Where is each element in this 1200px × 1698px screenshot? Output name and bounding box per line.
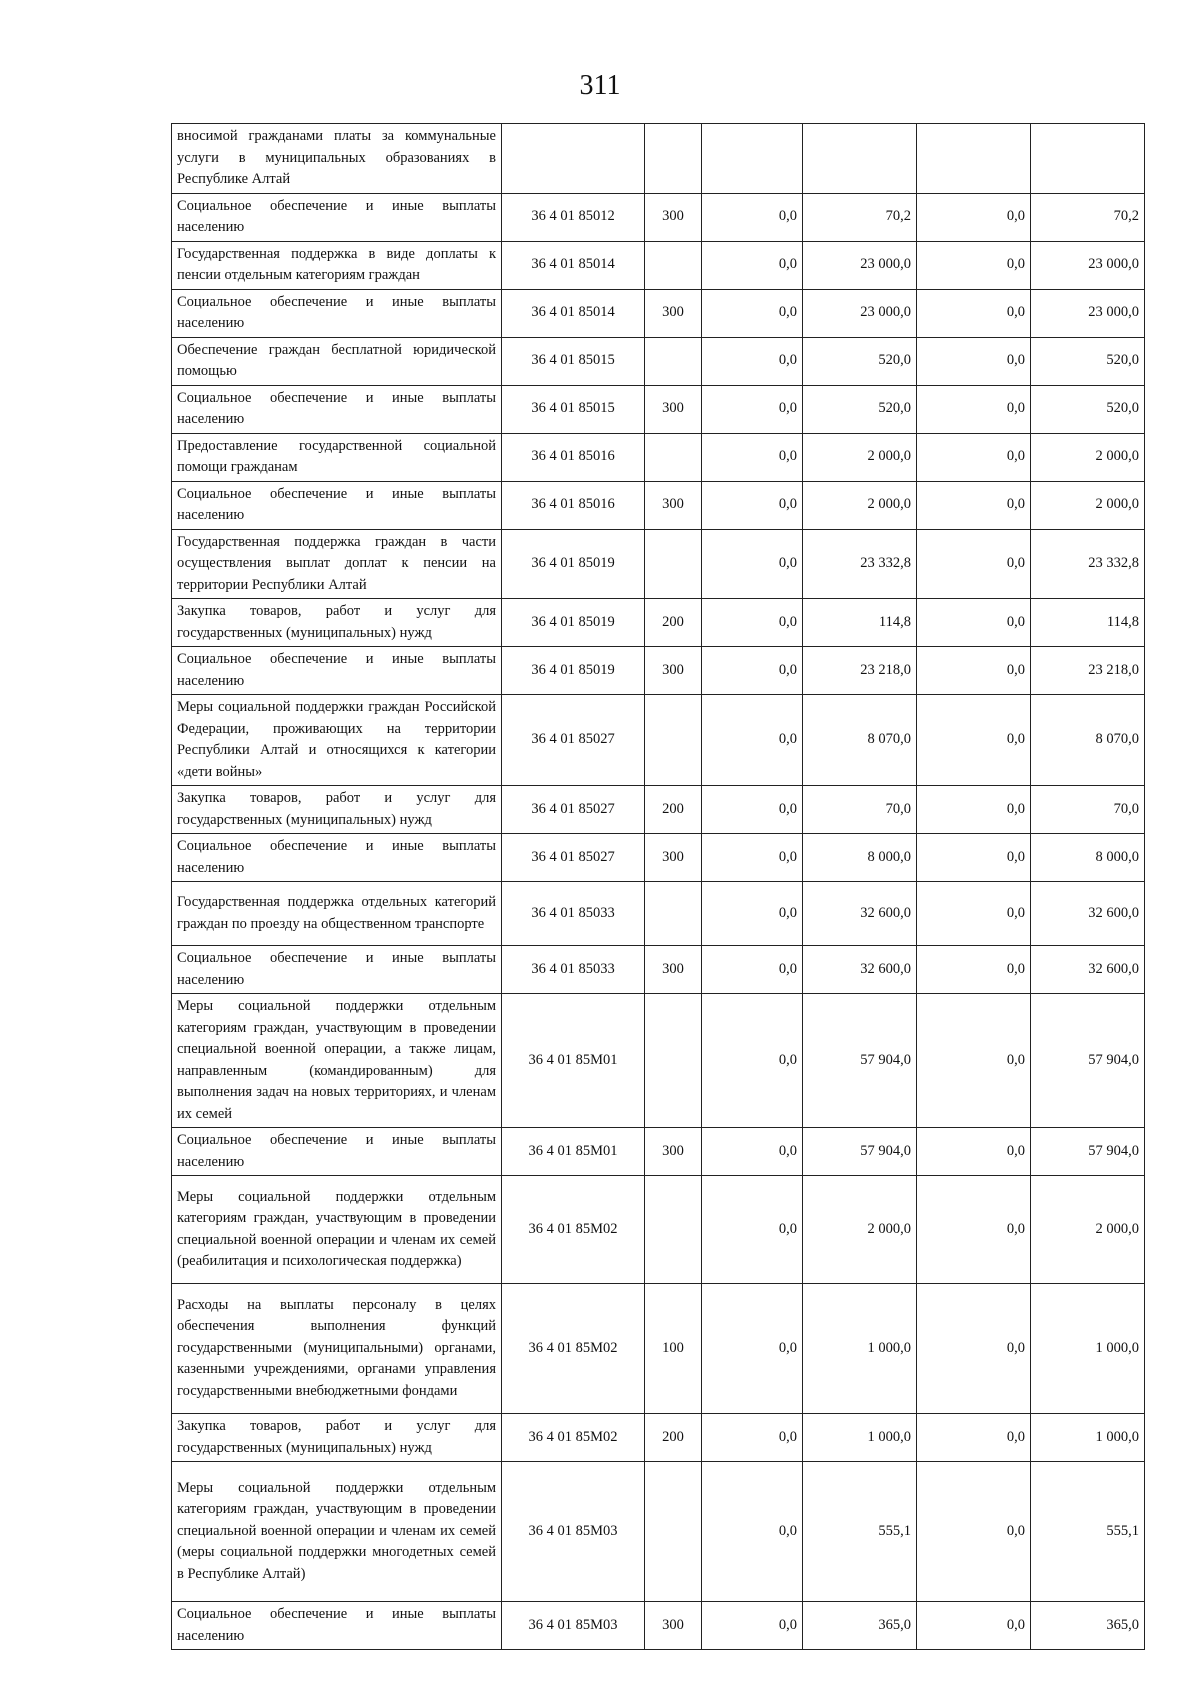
- row-value-1-cell: 0,0: [702, 1284, 803, 1414]
- row-code-cell: 36 4 01 85014: [502, 241, 645, 289]
- row-code-cell: 36 4 01 85015: [502, 337, 645, 385]
- row-value-4-cell: 32 600,0: [1031, 946, 1145, 994]
- row-value-2-cell: 32 600,0: [803, 882, 917, 946]
- table-row: [172, 337, 1145, 385]
- row-value-4-cell: 23 218,0: [1031, 647, 1145, 695]
- row-value-2-cell: 2 000,0: [803, 1176, 917, 1284]
- row-value-4-cell: 555,1: [1031, 1462, 1145, 1602]
- row-value-4-cell: 365,0: [1031, 1602, 1145, 1650]
- row-name-cell: Государственная поддержка отдельных категорий граждан по проезду на общественном транспорте: [172, 882, 502, 946]
- row-type-cell: 100: [645, 1284, 702, 1414]
- row-value-2-cell: 520,0: [803, 385, 917, 433]
- row-type-cell: [645, 433, 702, 481]
- table-row: [172, 647, 1145, 695]
- row-type-cell: [645, 882, 702, 946]
- row-value-4-cell: [1031, 124, 1145, 194]
- row-value-3-cell: 0,0: [917, 1176, 1031, 1284]
- row-type-cell: 300: [645, 481, 702, 529]
- row-value-2-cell: 32 600,0: [803, 946, 917, 994]
- row-code-cell: 36 4 01 85М03: [502, 1462, 645, 1602]
- row-value-4-cell: 1 000,0: [1031, 1284, 1145, 1414]
- row-value-2-cell: 555,1: [803, 1462, 917, 1602]
- table-row: [172, 433, 1145, 481]
- row-code-cell: 36 4 01 85012: [502, 193, 645, 241]
- row-value-2-cell: 8 000,0: [803, 834, 917, 882]
- row-value-2-cell: 57 904,0: [803, 1128, 917, 1176]
- row-code-cell: 36 4 01 85027: [502, 695, 645, 786]
- row-value-4-cell: 32 600,0: [1031, 882, 1145, 946]
- row-name-cell: Социальное обеспечение и иные выплаты населению: [172, 834, 502, 882]
- table-row: [172, 529, 1145, 599]
- table-row: [172, 124, 1145, 194]
- table-row: [172, 695, 1145, 786]
- row-name-cell: Социальное обеспечение и иные выплаты населению: [172, 1602, 502, 1650]
- row-type-cell: [645, 1176, 702, 1284]
- row-type-cell: 300: [645, 193, 702, 241]
- row-type-cell: [645, 1462, 702, 1602]
- row-value-2-cell: [803, 124, 917, 194]
- table-row: [172, 1284, 1145, 1414]
- row-code-cell: 36 4 01 85М02: [502, 1414, 645, 1462]
- table-row: [172, 289, 1145, 337]
- table-row: [172, 882, 1145, 946]
- row-type-cell: 200: [645, 1414, 702, 1462]
- row-name-cell: Закупка товаров, работ и услуг для государственных (муниципальных) нужд: [172, 599, 502, 647]
- row-value-1-cell: 0,0: [702, 193, 803, 241]
- row-value-3-cell: 0,0: [917, 481, 1031, 529]
- row-type-cell: [645, 241, 702, 289]
- row-type-cell: 200: [645, 599, 702, 647]
- row-name-cell: Государственная поддержка в виде доплаты к пенсии отдельным категориям граждан: [172, 241, 502, 289]
- table-row: [172, 946, 1145, 994]
- row-code-cell: 36 4 01 85015: [502, 385, 645, 433]
- row-value-2-cell: 23 000,0: [803, 241, 917, 289]
- row-value-4-cell: 8 000,0: [1031, 834, 1145, 882]
- row-name-cell: вносимой гражданами платы за коммунальные услуги в муниципальных образованиях в Республике Алтай: [172, 124, 502, 194]
- row-value-2-cell: 70,2: [803, 193, 917, 241]
- row-name-cell: Предоставление государственной социальной помощи гражданам: [172, 433, 502, 481]
- table-row: [172, 385, 1145, 433]
- row-value-1-cell: 0,0: [702, 695, 803, 786]
- table-row: [172, 1602, 1145, 1650]
- row-code-cell: 36 4 01 85М01: [502, 994, 645, 1128]
- row-value-3-cell: 0,0: [917, 1128, 1031, 1176]
- row-value-1-cell: 0,0: [702, 433, 803, 481]
- row-name-cell: Социальное обеспечение и иные выплаты населению: [172, 1128, 502, 1176]
- row-code-cell: 36 4 01 85033: [502, 882, 645, 946]
- row-value-4-cell: 57 904,0: [1031, 1128, 1145, 1176]
- row-type-cell: [645, 994, 702, 1128]
- row-value-3-cell: 0,0: [917, 193, 1031, 241]
- row-value-1-cell: 0,0: [702, 481, 803, 529]
- row-value-2-cell: 2 000,0: [803, 481, 917, 529]
- row-value-3-cell: 0,0: [917, 529, 1031, 599]
- row-value-3-cell: 0,0: [917, 1462, 1031, 1602]
- row-name-cell: Социальное обеспечение и иные выплаты населению: [172, 647, 502, 695]
- table-row: [172, 834, 1145, 882]
- row-code-cell: 36 4 01 85М03: [502, 1602, 645, 1650]
- row-value-1-cell: 0,0: [702, 946, 803, 994]
- row-code-cell: 36 4 01 85033: [502, 946, 645, 994]
- row-code-cell: [502, 124, 645, 194]
- row-value-3-cell: 0,0: [917, 882, 1031, 946]
- row-value-1-cell: 0,0: [702, 529, 803, 599]
- row-type-cell: [645, 124, 702, 194]
- row-value-1-cell: 0,0: [702, 647, 803, 695]
- row-type-cell: 300: [645, 834, 702, 882]
- row-name-cell: Социальное обеспечение и иные выплаты населению: [172, 289, 502, 337]
- row-value-4-cell: 57 904,0: [1031, 994, 1145, 1128]
- row-value-1-cell: 0,0: [702, 1176, 803, 1284]
- row-code-cell: 36 4 01 85019: [502, 647, 645, 695]
- row-value-1-cell: 0,0: [702, 882, 803, 946]
- row-code-cell: 36 4 01 85027: [502, 834, 645, 882]
- row-name-cell: Меры социальной поддержки отдельным категориям граждан, участвующим в проведении специальной военной операции и членам их семей (реабилитация и психологическая поддержка): [172, 1176, 502, 1284]
- row-name-cell: Закупка товаров, работ и услуг для государственных (муниципальных) нужд: [172, 1414, 502, 1462]
- row-code-cell: 36 4 01 85019: [502, 599, 645, 647]
- row-type-cell: [645, 529, 702, 599]
- row-value-4-cell: 8 070,0: [1031, 695, 1145, 786]
- row-value-4-cell: 23 000,0: [1031, 289, 1145, 337]
- row-value-4-cell: 23 000,0: [1031, 241, 1145, 289]
- row-value-3-cell: 0,0: [917, 647, 1031, 695]
- row-value-1-cell: [702, 124, 803, 194]
- table-row: [172, 599, 1145, 647]
- row-value-2-cell: 8 070,0: [803, 695, 917, 786]
- row-type-cell: 300: [645, 1602, 702, 1650]
- row-code-cell: 36 4 01 85016: [502, 433, 645, 481]
- table-row: [172, 994, 1145, 1128]
- row-value-4-cell: 2 000,0: [1031, 433, 1145, 481]
- row-value-2-cell: 70,0: [803, 786, 917, 834]
- row-name-cell: Социальное обеспечение и иные выплаты населению: [172, 481, 502, 529]
- row-name-cell: Закупка товаров, работ и услуг для государственных (муниципальных) нужд: [172, 786, 502, 834]
- row-value-3-cell: 0,0: [917, 786, 1031, 834]
- row-type-cell: 200: [645, 786, 702, 834]
- row-value-1-cell: 0,0: [702, 786, 803, 834]
- row-value-3-cell: 0,0: [917, 1414, 1031, 1462]
- row-value-4-cell: 70,2: [1031, 193, 1145, 241]
- row-type-cell: 300: [645, 289, 702, 337]
- table-row: [172, 1414, 1145, 1462]
- row-value-1-cell: 0,0: [702, 1128, 803, 1176]
- row-value-4-cell: 23 332,8: [1031, 529, 1145, 599]
- row-code-cell: 36 4 01 85М02: [502, 1176, 645, 1284]
- row-value-4-cell: 2 000,0: [1031, 1176, 1145, 1284]
- page-number: 311: [579, 70, 621, 101]
- row-value-1-cell: 0,0: [702, 385, 803, 433]
- table-row: [172, 241, 1145, 289]
- row-name-cell: Меры социальной поддержки отдельным категориям граждан, участвующим в проведении специальной военной операции, а также лицам, направленным (командированным) для выполнения задач на новых территориях, и членам их семей: [172, 994, 502, 1128]
- table-row: [172, 481, 1145, 529]
- table-body: [172, 124, 1145, 1650]
- row-value-1-cell: 0,0: [702, 1414, 803, 1462]
- row-value-2-cell: 1 000,0: [803, 1284, 917, 1414]
- row-value-2-cell: 114,8: [803, 599, 917, 647]
- row-value-3-cell: 0,0: [917, 1602, 1031, 1650]
- row-code-cell: 36 4 01 85027: [502, 786, 645, 834]
- table-row: [172, 1176, 1145, 1284]
- row-value-4-cell: 114,8: [1031, 599, 1145, 647]
- row-type-cell: [645, 695, 702, 786]
- row-type-cell: 300: [645, 647, 702, 695]
- row-value-1-cell: 0,0: [702, 834, 803, 882]
- row-value-3-cell: 0,0: [917, 834, 1031, 882]
- row-value-1-cell: 0,0: [702, 599, 803, 647]
- row-value-3-cell: 0,0: [917, 385, 1031, 433]
- row-code-cell: 36 4 01 85014: [502, 289, 645, 337]
- row-value-4-cell: 70,0: [1031, 786, 1145, 834]
- row-value-1-cell: 0,0: [702, 994, 803, 1128]
- row-value-4-cell: 2 000,0: [1031, 481, 1145, 529]
- row-value-2-cell: 23 000,0: [803, 289, 917, 337]
- row-value-3-cell: 0,0: [917, 946, 1031, 994]
- row-value-2-cell: 1 000,0: [803, 1414, 917, 1462]
- table-row: [172, 786, 1145, 834]
- row-value-3-cell: 0,0: [917, 337, 1031, 385]
- budget-table: [171, 123, 1145, 1650]
- row-value-4-cell: 520,0: [1031, 337, 1145, 385]
- table-row: [172, 1462, 1145, 1602]
- table-row: [172, 1128, 1145, 1176]
- row-name-cell: Социальное обеспечение и иные выплаты населению: [172, 193, 502, 241]
- table-row: [172, 193, 1145, 241]
- row-value-4-cell: 1 000,0: [1031, 1414, 1145, 1462]
- row-value-3-cell: 0,0: [917, 433, 1031, 481]
- row-type-cell: [645, 337, 702, 385]
- row-name-cell: Социальное обеспечение и иные выплаты населению: [172, 946, 502, 994]
- row-name-cell: Меры социальной поддержки граждан Российской Федерации, проживающих на территории Республики Алтай и относящихся к категории «дети войны»: [172, 695, 502, 786]
- row-value-1-cell: 0,0: [702, 289, 803, 337]
- row-name-cell: Расходы на выплаты персоналу в целях обеспечения выполнения функций государственными (муниципальными) органами, казенными учреждениями, органами управления государственными внебюджетными фондами: [172, 1284, 502, 1414]
- row-value-2-cell: 57 904,0: [803, 994, 917, 1128]
- row-value-2-cell: 23 218,0: [803, 647, 917, 695]
- row-name-cell: Обеспечение граждан бесплатной юридической помощью: [172, 337, 502, 385]
- row-type-cell: 300: [645, 946, 702, 994]
- row-value-2-cell: 23 332,8: [803, 529, 917, 599]
- row-name-cell: Меры социальной поддержки отдельным категориям граждан, участвующим в проведении специальной военной операции и членам их семей (меры социальной поддержки многодетных семей в Республике Алтай): [172, 1462, 502, 1602]
- row-code-cell: 36 4 01 85М02: [502, 1284, 645, 1414]
- row-value-2-cell: 365,0: [803, 1602, 917, 1650]
- row-value-3-cell: [917, 124, 1031, 194]
- row-value-3-cell: 0,0: [917, 241, 1031, 289]
- row-type-cell: 300: [645, 1128, 702, 1176]
- row-type-cell: 300: [645, 385, 702, 433]
- row-value-3-cell: 0,0: [917, 599, 1031, 647]
- row-value-2-cell: 2 000,0: [803, 433, 917, 481]
- row-value-1-cell: 0,0: [702, 241, 803, 289]
- row-code-cell: 36 4 01 85М01: [502, 1128, 645, 1176]
- row-value-3-cell: 0,0: [917, 994, 1031, 1128]
- row-code-cell: 36 4 01 85016: [502, 481, 645, 529]
- row-name-cell: Государственная поддержка граждан в части осуществления выплат доплат к пенсии на территории Республики Алтай: [172, 529, 502, 599]
- row-value-2-cell: 520,0: [803, 337, 917, 385]
- row-value-1-cell: 0,0: [702, 1462, 803, 1602]
- row-value-3-cell: 0,0: [917, 1284, 1031, 1414]
- row-name-cell: Социальное обеспечение и иные выплаты населению: [172, 385, 502, 433]
- row-code-cell: 36 4 01 85019: [502, 529, 645, 599]
- row-value-4-cell: 520,0: [1031, 385, 1145, 433]
- row-value-3-cell: 0,0: [917, 695, 1031, 786]
- row-value-1-cell: 0,0: [702, 1602, 803, 1650]
- row-value-3-cell: 0,0: [917, 289, 1031, 337]
- row-value-1-cell: 0,0: [702, 337, 803, 385]
